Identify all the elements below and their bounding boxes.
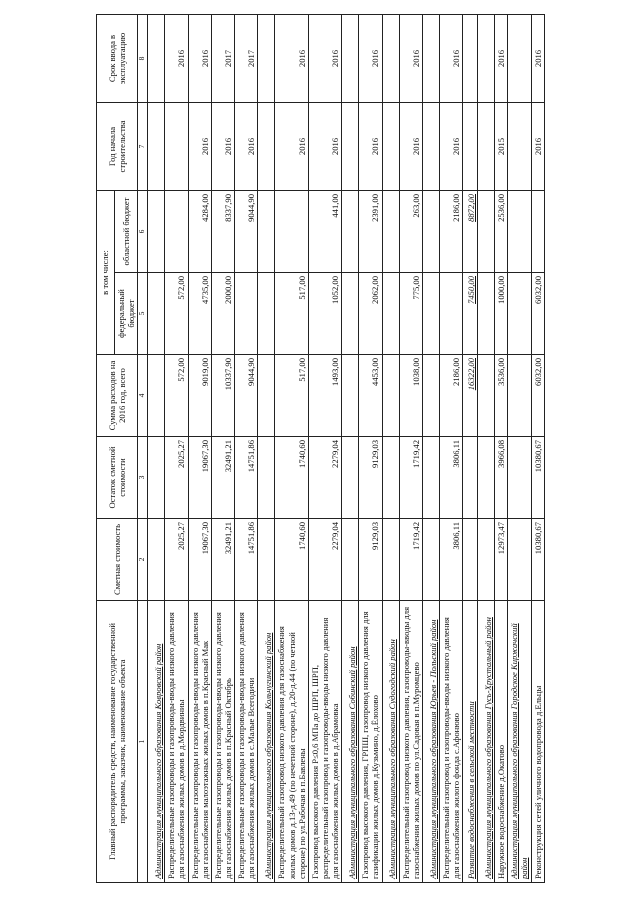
section-row — [422, 14, 439, 882]
empty-cell — [478, 102, 495, 190]
: 1719,42 — [399, 519, 422, 601]
estimated-cost-cell: 19067,30 — [188, 437, 211, 519]
index-cell: 6 — [138, 190, 148, 272]
federal-budget-cell: 9044,90 — [235, 190, 258, 272]
empty-cell — [258, 102, 275, 190]
index-cell: 2 — [138, 519, 148, 601]
start-year-cell: 2016 — [211, 102, 234, 190]
empty-cell — [342, 519, 359, 601]
commission-year-cell: 2016 — [495, 14, 508, 102]
index-cell: 1 — [138, 601, 148, 883]
remaining-cost-cell: 1038,00 — [399, 355, 422, 437]
: 3806,11 — [439, 519, 462, 601]
section-row — [258, 14, 275, 882]
index-cell: 3 — [138, 437, 148, 519]
table-row — [188, 14, 211, 882]
empty-cell — [148, 437, 165, 519]
remaining-cost-cell: 9044,90 — [235, 355, 258, 437]
table-row — [275, 14, 308, 882]
section-title: Администрация муниципального образования Собинский район — [342, 601, 359, 883]
table-row — [235, 14, 258, 882]
empty-cell — [508, 273, 531, 355]
start-year-cell: 2016 — [399, 102, 422, 190]
empty-cell — [508, 519, 531, 601]
commission-year-cell: 2016 — [275, 14, 308, 102]
: 32491,21 — [211, 519, 234, 601]
remaining-cost-cell: 4453,00 — [359, 355, 382, 437]
header-name: Главный распорядитель средств, наименование государственной программы, заказчик, наименование объекта — [97, 601, 138, 883]
empty-cell — [478, 273, 495, 355]
total-2016-cell: 775,00 — [399, 273, 422, 355]
empty-cell — [258, 273, 275, 355]
federal-budget-cell: 4284,00 — [188, 190, 211, 272]
empty-cell — [148, 14, 165, 102]
federal-budget-cell: 2391,00 — [359, 190, 382, 272]
table-row — [308, 14, 341, 882]
empty-cell — [148, 355, 165, 437]
object-name: Реконструкция сетей уличного водопровода д.Ельцы — [531, 601, 544, 883]
empty-cell — [422, 14, 439, 102]
empty-cell — [508, 102, 531, 190]
empty-cell — [148, 273, 165, 355]
section-title: Администрация муниципального образования Юрьев - Польский район — [422, 601, 439, 883]
federal-budget-cell: 2186,00 — [439, 190, 462, 272]
commission-year-cell: 2016 — [165, 14, 188, 102]
start-year-cell: 2016 — [188, 102, 211, 190]
start-year-cell: 2016 — [531, 102, 544, 190]
remaining-cost-cell: 9019,00 — [188, 355, 211, 437]
total-2016-cell: 6032,00 — [531, 273, 544, 355]
federal-budget-cell: 2536,00 — [495, 190, 508, 272]
remaining-cost-cell: 3536,00 — [495, 355, 508, 437]
empty-cell — [508, 14, 531, 102]
: 10380,67 — [531, 519, 544, 601]
empty-cell — [478, 190, 495, 272]
 — [463, 519, 478, 601]
estimated-cost-cell: 10380,67 — [531, 437, 544, 519]
: 2025,27 — [165, 519, 188, 601]
empty-cell — [382, 14, 399, 102]
commission-year-cell — [463, 14, 478, 102]
: 12973,47 — [495, 519, 508, 601]
index-cell: 7 — [138, 102, 148, 190]
subtotal-row — [463, 14, 478, 882]
: 14751,86 — [235, 519, 258, 601]
table-row — [495, 14, 508, 882]
estimated-cost-cell: 9129,03 — [359, 437, 382, 519]
empty-cell — [258, 355, 275, 437]
header-federal-budget: федеральный бюджет — [115, 273, 138, 355]
start-year-cell: 2016 — [439, 102, 462, 190]
empty-cell — [478, 355, 495, 437]
header-estimated-cost: Сметная стоимость — [97, 519, 138, 601]
empty-cell — [342, 14, 359, 102]
header-start-year: Год начала строительства — [97, 102, 138, 190]
header-regional-budget: областной бюджет — [115, 190, 138, 272]
total-2016-cell: 7450,00 — [463, 273, 478, 355]
table-row — [439, 14, 462, 882]
object-name: Распределительные газопроводы и газопроводы-вводы низкого давления для газоснабжения малоэтажных жилых домов в п.Красный Мак — [188, 601, 211, 883]
commission-year-cell: 2017 — [211, 14, 234, 102]
total-2016-cell: 4735,00 — [188, 273, 211, 355]
section-title: Администрация муниципального образования Ковровский район — [148, 601, 165, 883]
commission-year-cell: 2016 — [188, 14, 211, 102]
commission-year-cell: 2017 — [235, 14, 258, 102]
start-year-cell — [463, 102, 478, 190]
empty-cell — [382, 355, 399, 437]
estimated-cost-cell — [463, 437, 478, 519]
object-name: Распределительные газопроводы и газопроводы-вводы низкого давления для газоснабжения жилых домов в п.Красный Октябрь — [211, 601, 234, 883]
table-body — [148, 14, 544, 882]
federal-budget-cell — [531, 190, 544, 272]
start-year-cell: 2016 — [308, 102, 341, 190]
commission-year-cell: 2016 — [531, 14, 544, 102]
index-row — [138, 14, 148, 882]
start-year-cell: 2016 — [235, 102, 258, 190]
start-year-cell: 2016 — [359, 102, 382, 190]
index-cell: 8 — [138, 14, 148, 102]
section-title: Администрация муниципального образования Городское Киржачский район — [508, 601, 531, 883]
header-remaining-cost: Остаток сметной стоимости — [97, 437, 138, 519]
estimated-cost-cell: 3806,11 — [439, 437, 462, 519]
: 2279,04 — [308, 519, 341, 601]
estimated-cost-cell: 1719,42 — [399, 437, 422, 519]
total-2016-cell: 1000,00 — [495, 273, 508, 355]
object-name: Распределительные газопроводы и газопроводы-вводы низкого давления для газоснабжения жилых домов в д.Мордвиниы — [165, 601, 188, 883]
section-row — [508, 14, 531, 882]
remaining-cost-cell: 6032,00 — [531, 355, 544, 437]
estimated-cost-cell: 32491,21 — [211, 437, 234, 519]
header-including: в том числе: — [97, 190, 115, 354]
estimated-cost-cell: 2279,04 — [308, 437, 341, 519]
section-title: Администрация муниципального образования Кольчугинский район — [258, 601, 275, 883]
table-row — [211, 14, 234, 882]
total-2016-cell: 1052,00 — [308, 273, 341, 355]
object-name: Распределительный газопровод низкого давления, газопроводы-вводы для газоснабжения жилых домов по ул.Садовая в п.Муромцево — [399, 601, 422, 883]
federal-budget-cell: 8872,00 — [463, 190, 478, 272]
remaining-cost-cell: 517,00 — [275, 355, 308, 437]
empty-cell — [342, 190, 359, 272]
commission-year-cell: 2016 — [359, 14, 382, 102]
object-name: Газопровод высокого давления Р≤0,6 МПа до ШРП, ШРП, распределительный газопровод и газопроводы-вводы низкого давления для газоснабжения жилых домов в д.Абрамовка — [308, 601, 341, 883]
table-row — [399, 14, 422, 882]
start-year-cell: 2015 — [495, 102, 508, 190]
total-2016-cell — [235, 273, 258, 355]
section-row — [478, 14, 495, 882]
empty-cell — [422, 273, 439, 355]
budget-table — [96, 14, 545, 883]
empty-cell — [382, 273, 399, 355]
empty-cell — [382, 190, 399, 272]
object-name: Распределительные газопроводы и газопроводы-вводы низкого давления для газоснабжения жилых домов в с.Малые Всегодичи — [235, 601, 258, 883]
empty-cell — [342, 102, 359, 190]
section-row — [342, 14, 359, 882]
section-title: Администрация муниципального образования Гусь-Хрустальный район — [478, 601, 495, 883]
remaining-cost-cell: 572,00 — [165, 355, 188, 437]
total-2016-cell — [439, 273, 462, 355]
start-year-cell: 2016 — [275, 102, 308, 190]
start-year-cell — [165, 102, 188, 190]
empty-cell — [382, 102, 399, 190]
remaining-cost-cell: 2186,00 — [439, 355, 462, 437]
federal-budget-cell: 441,00 — [308, 190, 341, 272]
empty-cell — [422, 519, 439, 601]
commission-year-cell: 2016 — [399, 14, 422, 102]
section-title: Администрация муниципального образования Судогодский район — [382, 601, 399, 883]
header-total-2016: Сумма расходов на 2016 год, всего — [97, 355, 138, 437]
section-row — [382, 14, 399, 882]
total-2016-cell: 572,00 — [165, 273, 188, 355]
estimated-cost-cell: 2025,27 — [165, 437, 188, 519]
object-name: Распределительный газопровод и газопроводы-вводы низкого давления для газоснабжения жилого фонда с.Афонюво — [439, 601, 462, 883]
empty-cell — [508, 355, 531, 437]
federal-budget-cell: 8337,90 — [211, 190, 234, 272]
federal-budget-cell: 263,00 — [399, 190, 422, 272]
empty-cell — [258, 519, 275, 601]
estimated-cost-cell: 1740,60 — [275, 437, 308, 519]
empty-cell — [422, 102, 439, 190]
empty-cell — [258, 14, 275, 102]
empty-cell — [422, 437, 439, 519]
: 19067,30 — [188, 519, 211, 601]
section-row — [148, 14, 165, 882]
empty-cell — [148, 519, 165, 601]
remaining-cost-cell: 1493,00 — [308, 355, 341, 437]
subtotal-title: Развитие водоснабжения в сельской местности — [463, 601, 478, 883]
empty-cell — [258, 437, 275, 519]
index-cell: 5 — [138, 273, 148, 355]
empty-cell — [258, 190, 275, 272]
empty-cell — [342, 355, 359, 437]
empty-cell — [478, 519, 495, 601]
empty-cell — [422, 190, 439, 272]
: 1740,60 — [275, 519, 308, 601]
: 9129,03 — [359, 519, 382, 601]
empty-cell — [342, 273, 359, 355]
empty-cell — [508, 437, 531, 519]
object-name: Наружное водоснабжение д.Окатово — [495, 601, 508, 883]
remaining-cost-cell: 10337,90 — [211, 355, 234, 437]
header-commission-year: Срок ввода в эксплуатацию — [97, 14, 138, 102]
federal-budget-cell — [275, 190, 308, 272]
object-name: Распределительный газопровод низкого давления для газоснабжения жилых домов д.13-д.49 (по нечетной стороне), д.20-д.44 (по четной стороне) по ул.Рабочая в п.Бавлены — [275, 601, 308, 883]
commission-year-cell: 2016 — [439, 14, 462, 102]
total-2016-cell: 2062,00 — [359, 273, 382, 355]
estimated-cost-cell: 14751,86 — [235, 437, 258, 519]
table-row — [531, 14, 544, 882]
empty-cell — [422, 355, 439, 437]
empty-cell — [382, 437, 399, 519]
empty-cell — [148, 190, 165, 272]
total-2016-cell: 2000,00 — [211, 273, 234, 355]
empty-cell — [478, 14, 495, 102]
empty-cell — [478, 437, 495, 519]
index-cell: 4 — [138, 355, 148, 437]
empty-cell — [508, 190, 531, 272]
empty-cell — [382, 519, 399, 601]
federal-budget-cell — [165, 190, 188, 272]
empty-cell — [342, 437, 359, 519]
empty-cell — [148, 102, 165, 190]
table-row — [165, 14, 188, 882]
estimated-cost-cell: 3966,08 — [495, 437, 508, 519]
total-2016-cell: 517,00 — [275, 273, 308, 355]
object-name: Газопровод высокого давления, ГРПШ, газопровод низкого давления для газификации жилых домов д.Кузьмино, д.Ёлохово — [359, 601, 382, 883]
commission-year-cell: 2016 — [308, 14, 341, 102]
remaining-cost-cell: 16322,00 — [463, 355, 478, 437]
table-row — [359, 14, 382, 882]
